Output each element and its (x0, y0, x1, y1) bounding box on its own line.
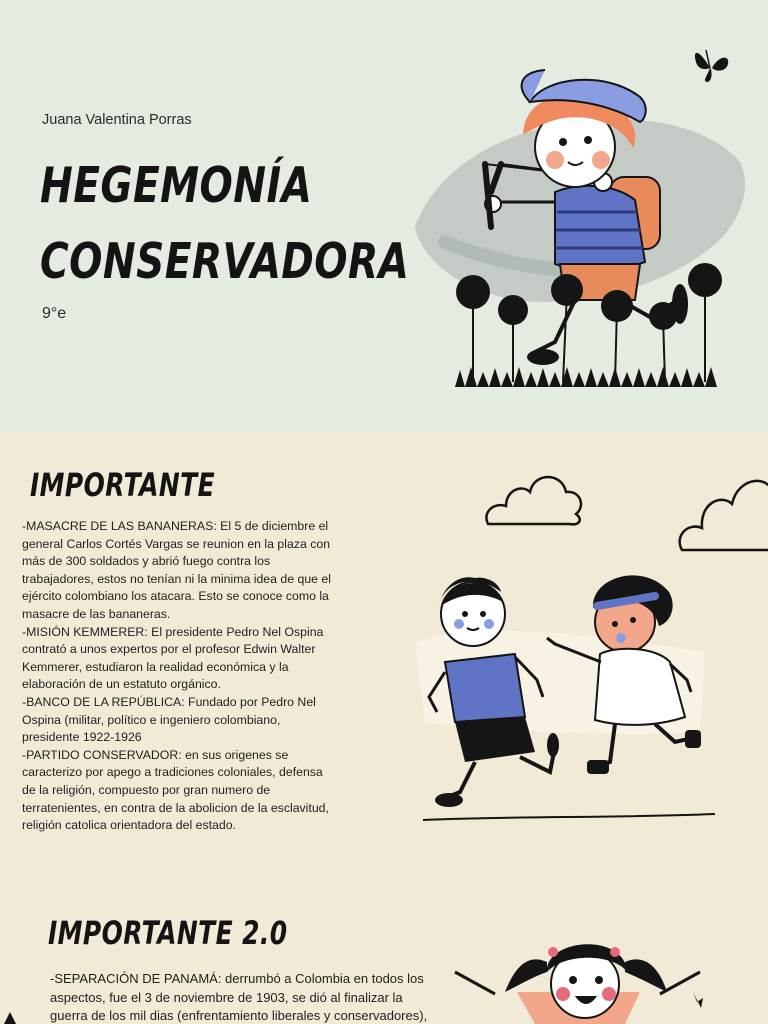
section-heading: IMPORTANTE 2.0 (48, 914, 288, 952)
running-children-icon (415, 562, 715, 827)
section-body-text: -MASACRE DE LAS BANANERAS: El 5 de diciembre el general Carlos Cortés Vargas se reunion en la plaza con más de 300 soldados y abrió fuego contra los trabajadores, estos no tenían ni la minima idea de que el ejército colombiano los atacara. Esto se conoce como la masacre de las bananeras. -MISIÓN KEMMERER: El presidente Pedro Nel Ospina contrató a unos expertos por el profesor Edwin Walter Kemmerer, estudiaron la realidad económica y la elaboración de un estatuto orgánico. -BANCO DE LA REPÚBLICA: Fundado por Pedro Nel Ospina (militar, político e ingeniero colombiano, presidente 1922-1926 -PARTIDO CONSERVADOR: en sus origenes se caracterizo por apego a tradiciones coloniales, defensa de la religión, compuesto por gran numero de terratenientes, en contra de la abolicion de la esclavitud, religión catolica orientadora del estado. (22, 519, 331, 833)
boy-with-slingshot-icon (405, 52, 755, 392)
section-heading: IMPORTANTE (30, 466, 216, 504)
grade-label: 9°e (42, 305, 67, 322)
title-line-1: HEGEMONÍA (40, 157, 313, 214)
flower-icon (0, 1008, 20, 1024)
importante-slide (0, 432, 768, 880)
section-body-text: -SEPARACIÓN DE PANAMÁ: derrumbó a Colombia en todos los aspectos, fue el 3 de noviembre de 1903, se dió al finalizar la guerra de los mil dias (enfrentamiento liberales y conservadores), (50, 971, 428, 1023)
page-title (40, 148, 410, 300)
author-name: Juana Valentina Porras (42, 112, 192, 128)
cloud-icon (676, 462, 768, 557)
cloud-icon (482, 462, 587, 532)
cheering-girl-icon (455, 932, 700, 1024)
title-line-2: CONSERVADORA (40, 233, 410, 290)
importante-2-slide (0, 880, 768, 1024)
title-slide (0, 0, 768, 432)
